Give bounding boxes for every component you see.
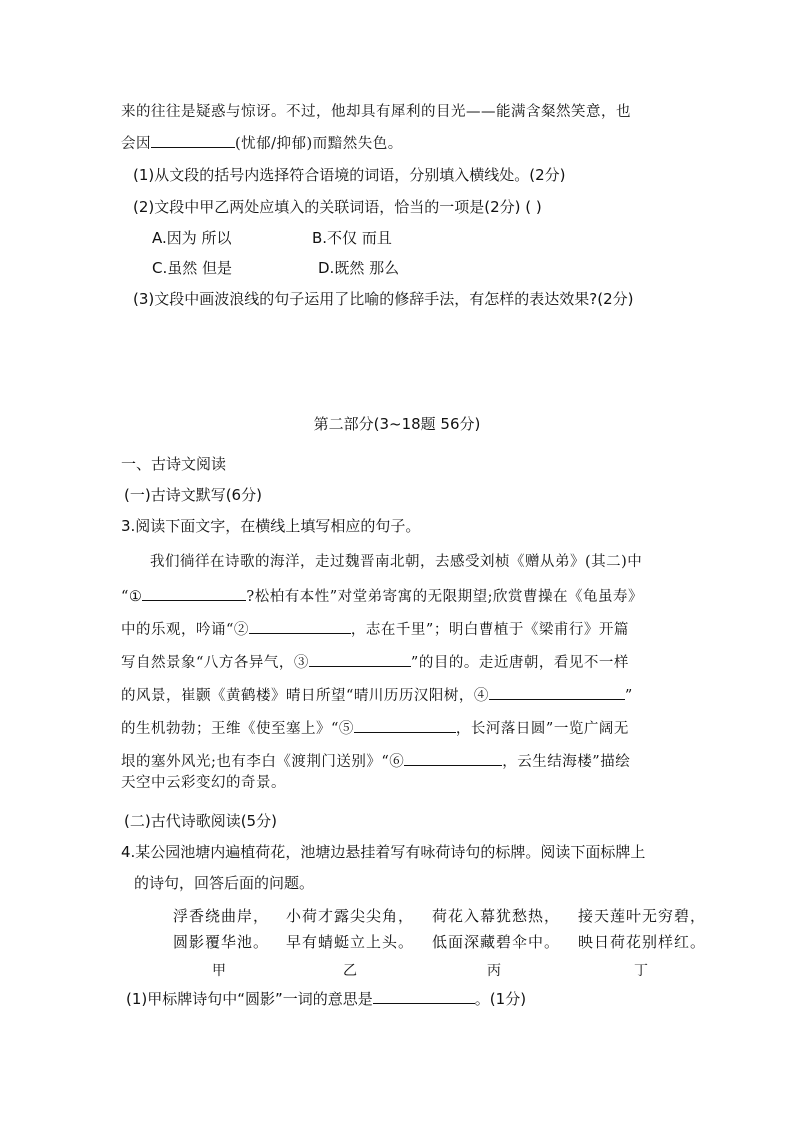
poem-label-bing: 丙 bbox=[487, 963, 501, 979]
fill-line-2-a: “① bbox=[121, 589, 143, 605]
fill-line-4-a: 写自然景象“八方各异气，③ bbox=[121, 655, 309, 671]
passage-line-2 bbox=[121, 132, 403, 155]
question-3: (3)文段中画波浪线的句子运用了比喻的修辞手法，有怎样的表达效果?(2分) bbox=[133, 290, 634, 308]
passage-line-2-pre: 会因 bbox=[121, 136, 151, 152]
fill-line-2 bbox=[121, 585, 643, 608]
passage-line-1: 来的往往是疑惑与惊讶。不过，他却具有犀利的目光——能满含粲然笑意，也 bbox=[121, 104, 631, 120]
question-4-1-pre: (1)甲标牌诗句中“圆影”一词的意思是 bbox=[126, 990, 373, 1008]
answer-blank[interactable] bbox=[373, 988, 475, 1004]
subsection-heading-2: (二)古代诗歌阅读(5分) bbox=[124, 812, 277, 830]
fill-line-2-b: ?松柏有本性”对堂弟寄寓的无限期望;欣赏曹操在《龟虽寿》 bbox=[246, 589, 643, 605]
poem-line: 荷花入幕犹愁热， bbox=[432, 907, 561, 925]
question-1: (1)从文段的括号内选择符合语境的词语，分别填入横线处。(2分) bbox=[133, 166, 566, 184]
poem-line: 小荷才露尖尖角， bbox=[286, 907, 415, 925]
answer-blank[interactable] bbox=[151, 132, 235, 148]
poem-line: 圆影覆华池。 bbox=[173, 933, 270, 951]
poem-line: 映日荷花别样红。 bbox=[578, 933, 707, 951]
fill-line-4-b: ”的目的。走近唐朝，看见不一样 bbox=[410, 655, 629, 671]
poem-line: 低面深藏碧伞中。 bbox=[432, 933, 561, 951]
answer-blank[interactable] bbox=[489, 684, 625, 700]
poem-label-yi: 乙 bbox=[343, 963, 357, 979]
fill-line-7-b: ，云生结海楼”描绘 bbox=[502, 754, 631, 770]
poem-line: 早有蜻蜓立上头。 bbox=[286, 933, 415, 951]
poem-label-jia: 甲 bbox=[212, 963, 226, 979]
fill-line-3-b: ，志在千里”；明白曹植于《梁甫行》开篇 bbox=[350, 622, 629, 638]
fill-line-6-a: 的生机勃勃；王维《使至塞上》“⑤ bbox=[121, 721, 354, 737]
fill-line-6-b: ，长河落日圆”一览广阔无 bbox=[455, 721, 629, 737]
option-b: B.不仅 而且 bbox=[312, 229, 392, 247]
fill-line-3 bbox=[121, 618, 629, 641]
answer-blank[interactable] bbox=[142, 585, 246, 601]
answer-blank[interactable] bbox=[249, 618, 351, 634]
fill-line-7 bbox=[121, 750, 630, 773]
poem-label-ding: 丁 bbox=[634, 963, 648, 979]
subsection-heading-1: (一)古诗文默写(6分) bbox=[124, 486, 262, 504]
poem-placard-ding bbox=[578, 903, 706, 955]
option-c: C.虽然 但是 bbox=[152, 259, 233, 277]
poem-line: 浮香绕曲岸， bbox=[173, 907, 270, 925]
poem-placard-bing bbox=[432, 903, 560, 955]
fill-line-6 bbox=[121, 717, 629, 740]
answer-blank[interactable] bbox=[309, 651, 411, 667]
question-4-1-post: 。(1分) bbox=[474, 990, 527, 1008]
section-heading: 一、古诗文阅读 bbox=[121, 455, 227, 473]
question-4-line-1: 4.某公园池塘内遍植荷花，池塘边悬挂着写有咏荷诗句的标牌。阅读下面标牌上 bbox=[121, 843, 646, 861]
answer-blank[interactable] bbox=[354, 717, 456, 733]
fill-line-5 bbox=[121, 684, 633, 707]
question-4-1 bbox=[126, 988, 526, 1010]
option-d: D.既然 那么 bbox=[318, 259, 400, 277]
question-4-line-2: 的诗句，回答后面的问题。 bbox=[134, 874, 315, 892]
fill-line-4 bbox=[121, 651, 629, 674]
answer-blank[interactable] bbox=[404, 750, 502, 766]
poem-line: 接天莲叶无穷碧， bbox=[578, 907, 707, 925]
fill-line-7-a: 垠的塞外风光;也有李白《渡荆门送别》“⑥ bbox=[121, 754, 405, 770]
fill-line-5-b: ” bbox=[624, 688, 633, 704]
poem-placard-jia bbox=[173, 903, 269, 955]
fill-line-5-a: 的风景，崔颢《黄鹤楼》晴日所望“晴川历历汉阳树，④ bbox=[121, 688, 489, 704]
question-2: (2)文段中甲乙两处应填入的关联词语，恰当的一项是(2分) ( ) bbox=[133, 198, 542, 216]
poem-placard-yi bbox=[286, 903, 414, 955]
passage-line-2-post: (忧郁/抑郁)而黯然失色。 bbox=[235, 136, 403, 152]
question-3-main: 3.阅读下面文字，在横线上填写相应的句子。 bbox=[121, 517, 421, 535]
fill-line-1: 我们徜徉在诗歌的海洋，走过魏晋南北朝，去感受刘桢《赠从弟》(其二)中 bbox=[150, 554, 643, 570]
fill-line-8: 天空中云彩变幻的奇景。 bbox=[121, 775, 286, 791]
part-title: 第二部分(3~18题 56分) bbox=[313, 415, 481, 433]
fill-line-3-a: 中的乐观，吟诵“② bbox=[121, 622, 249, 638]
option-a: A.因为 所以 bbox=[152, 229, 232, 247]
